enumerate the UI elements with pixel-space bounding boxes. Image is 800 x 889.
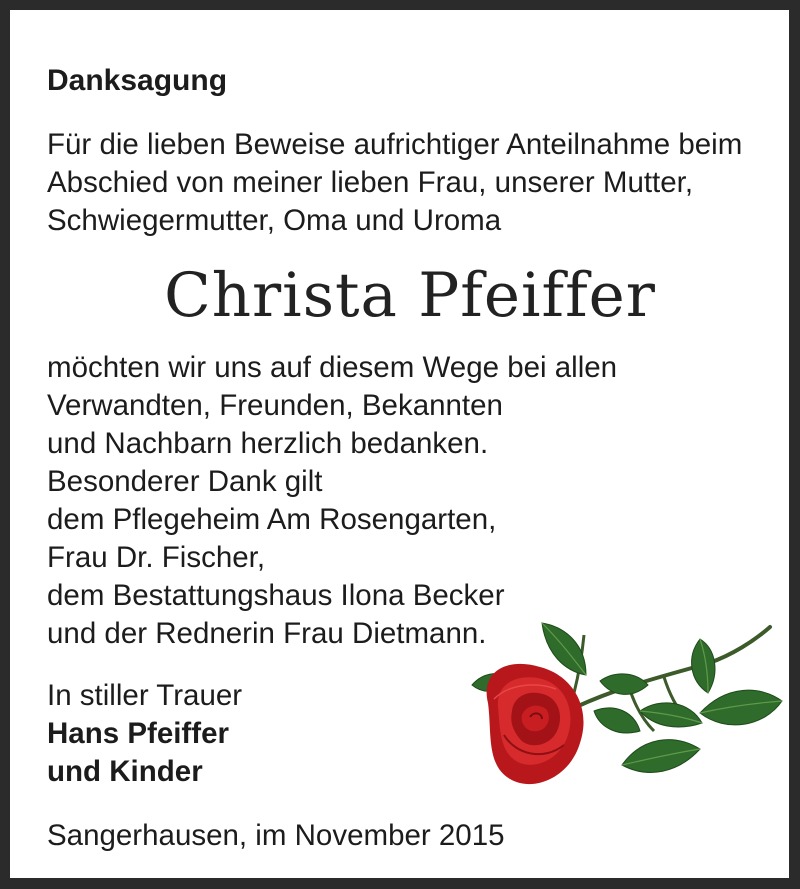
signature-name: und Kinder <box>47 755 203 788</box>
intro-line: Für die lieben Beweise aufrichtiger Anteilnahme beim <box>47 128 743 161</box>
thanks-text <box>47 349 617 653</box>
rose-image <box>464 615 784 800</box>
intro-line: Schwiegermutter, Oma und Uroma <box>47 204 502 237</box>
thanks-line: Frau Dr. Fischer, <box>47 541 266 574</box>
signature-intro: In stiller Trauer <box>47 679 243 712</box>
intro-text <box>47 126 742 240</box>
notice-heading: Danksagung <box>47 64 228 97</box>
thanks-line: und Nachbarn herzlich bedanken. <box>47 427 489 460</box>
signature-name: Hans Pfeiffer <box>47 717 229 750</box>
thanks-line: möchten wir uns auf diesem Wege bei allen <box>47 351 618 384</box>
intro-line: Abschied von meiner lieben Frau, unserer Mutter, <box>47 166 694 199</box>
signature-names <box>47 715 229 791</box>
rose-bloom-icon <box>487 664 584 784</box>
place-date: Sangerhausen, im November 2015 <box>47 819 505 852</box>
thanks-line: Verwandten, Freunden, Bekannten <box>47 389 503 422</box>
thanks-line: Besonderer Dank gilt <box>47 465 323 498</box>
thanks-line: und der Rednerin Frau Dietmann. <box>47 617 487 650</box>
thanks-line: dem Pflegeheim Am Rosengarten, <box>47 503 497 536</box>
deceased-name: Christa Pfeiffer <box>164 260 656 331</box>
thanks-line: dem Bestattungshaus Ilona Becker <box>47 579 505 612</box>
